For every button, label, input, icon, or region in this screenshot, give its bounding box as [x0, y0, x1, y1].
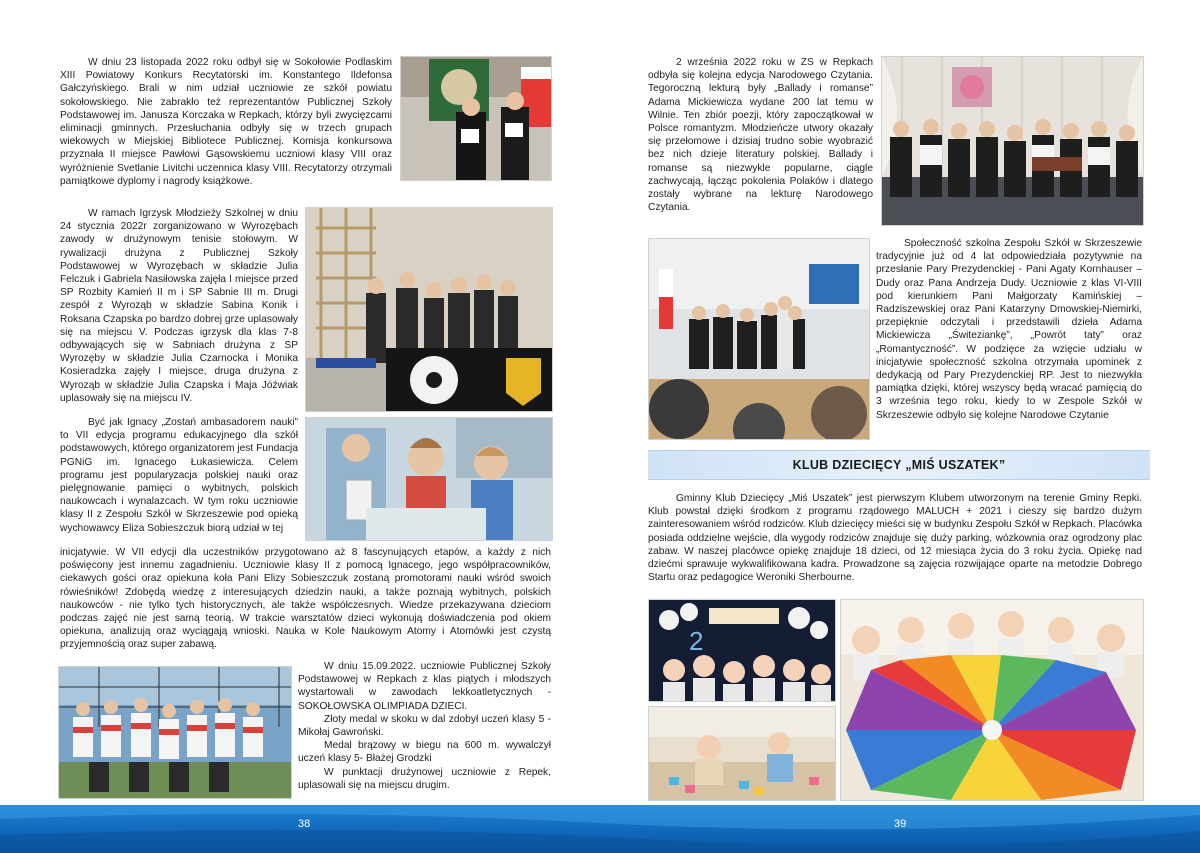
paragraph-olympiad: W dniu 15.09.2022. uczniowie Publicznej Szkoły Podstawowej w Repkach z klas piątych i młodszych wystartowali w zawodach lekkoatletycznych -SOKOŁOWSKA OLIMPIADA DZIECI.: [298, 661, 551, 712]
page-number-right: 39: [894, 818, 907, 830]
page-number-left: 38: [298, 818, 311, 830]
right-page: [600, 0, 1200, 805]
photo-science-club: [305, 417, 553, 541]
paragraph-ignacy-program: Być jak Ignacy „Zostań ambasadorem nauki” to VII edycja programu edukacyjnego dla szkół podstawowych, którego organizatorem jest Fundacja PGNiG im. Ignacego Łukasiewicza. Celem programu jest popularyzacja polskiej nauki oraz pielęgnowanie pamięci o wybitnych, polskich naukowcach i wynalazcach. W tym roku uczniowie klasy II z Zespołu Szkół w Skrzeszewie pod opieką wychowawcy Eliza Sobieszczuk biorą udział w tej: [60, 417, 298, 534]
page-footer: [0, 805, 1200, 853]
paragraph-national-reading: 2 września 2022 roku w ZS w Repkach odbyła się kolejna edycja Narodowego Czytania. Tegoroczną lekturą były „Ballady i romanse” Adama Mickiewicza wydane 200 lat temu w Wilnie. Ten zbiór poezji, który zapoczątkował w Polsce romantyzm. Młodzieńcze utwory okazały się przełomowe i dzisiaj trudno sobie wyobrazić bez nich dzieje literatury polskiej. Ballady i romanse są niezwykle popularne, ciągle zachwycają, łącząc pokolenia Polaków i dlatego zostały wybrane na lekturę Narodowego Czytania.: [648, 57, 873, 214]
photo-reading-event: [648, 238, 870, 440]
paragraph-table-tennis: W ramach Igrzysk Młodzieży Szkolnej w dniu 24 stycznia 2022r zorganizowano w Wyrozębach zawody w drużynowym tenisie stołowym. W rywalizacji drużyna z Publicznej Szkoły Podstawowej w Wyrozębach w składzie Julia Felczuk i Gabriela Nasiłowska zajęła I miejsce przed SP Rozbity Kamień II m i SP Sabnie III m. Drugi zespół z Wyroząb w składzie Sabina Konik i Roksana Czapska po bardzo dobrej grze uplasowały się na miejscu V. Podczas igrzysk dla klas 7-8 odbywających się w Sabniach drużyna z SP Wyrozęby w składzie Julia Czarnocka i Monika Kosieradzka zajęły I miejsce, druga drużyna z Wyroząb w składzie Julia Czapska i Maja Jóźwiak uplasowały się na miejscu IV.: [60, 208, 298, 404]
paragraph-ignacy-continued: inicjatywie. W VII edycji dla uczestników przygotowano aż 8 fascynujących etapów, a każdy z nich poświęcony jest innemu zagadnieniu. Uczniowie klasy II z pomocą Ignacego, jego współpracowników, ciekawych gości oraz opiekuna koła Pani Elizy Sobieszczuk zostaną promotorami nauki wśród swoich rówieśników! Zdobędą wiedzę z interesujących dziedzin nauki, a także poznają wybitnych, polskich naukowców - nie tylko tych historycznych, ale także współczesnych. Wiedze przekazywana dzieciom podczas zajęć nie jest samą teorią. W trakcie warsztatów dzieci wykonują doświadczenia pod okiem opiekuna, analizują oraz wyciągają wnioski. Nauka w Kole Naukowym Atomy i Atomówki jest czystą przyjemnością oraz super zabawą.: [60, 547, 551, 651]
section-heading-banner: [648, 450, 1150, 480]
result-team: W punktacji drużynowej uczniowie z Repek, uplasowali się na miejscu drugim.: [298, 766, 551, 791]
photo-children-olympiad: [58, 666, 292, 799]
section-heading: KLUB DZIECIĘCY „MIŚ USZATEK”: [792, 458, 1006, 472]
left-page: [0, 0, 600, 805]
olympiad-section: [298, 660, 551, 792]
paragraph-recitation-contest: W dniu 23 listopada 2022 roku odbył się w Sokołowie Podlaskim XIII Powiatowy Konkurs Recytatorski im. Konstantego Ildefonsa Gałczyńskiego. Brali w nim udział uczniowie ze szkół powiatu sokołowskiego. Nie zabrakło też reprezentantów Publicznej Szkoły Podstawowej im. Janusza Korczaka w Repkach, którzy byli zwycięzcami eliminacji gminnych. Przesłuchania odbyły się w trzech grupach wiekowych w Miejskiej Bibliotece Publicznej. Komisja konkursowa przyznała II miejsce Pawłowi Gąsowskiemu uczniowi klasy VIII oraz wyróżnienie Svetlanie Livitchi uczennica klasy VIII. Recytatorzy otrzymali pamiątkowe dyplomy i nagrody książkowe.: [60, 57, 392, 187]
result-gold-medal: Złoty medal w skoku w dal zdobył uczeń klasy 5 - Mikołaj Gawroński.: [298, 713, 551, 739]
result-bronze-medal: Medal brązowy w biegu na 600 m. wywalczył uczeń klasy 5- Błażej Grodzki: [298, 740, 551, 765]
paragraph-kids-club: Gminny Klub Dziecięcy „Miś Uszatek” jest pierwszym Klubem utworzonym na terenie Gminy Repki. Klub powstał dzięki środkom z programu rządowego MALUCH + 2021 i cieszy się bardzo dużym zainteresowaniem wśród rodziców. Klub dziecięcy mieści się w budynku Zespołu Szkół w Repkach. Placówka posiada oddzielne wejście, dla wygody rodziców znajduje się duży parking, wózkownia oraz ogrodzony plac zabaw. W naszej placówce opiekę znajduje 18 dzieci, od 12 miesiąca życia do 3 roku życia. Opiekę nad dziećmi sprawuje wykwalifikowana kadra. Prowadzone są zajęcia rozwijające oparte na metodzie Dobrego Startu oraz pedagogice Weroniki Sherbourne.: [648, 493, 1142, 584]
footer-wave-decoration: [0, 805, 1200, 853]
photo-kids-club-play: [648, 706, 836, 801]
photo-national-reading: [881, 56, 1144, 226]
photo-kids-club-parachute: [840, 599, 1144, 801]
photo-recitation-contest: [400, 56, 552, 181]
paragraph-school-community: Społeczność szkolna Zespołu Szkół w Skrzeszewie tradycyjnie już od 4 lat odpowiedziała pozytywnie na przesłanie Pary Prezydenckiej - Pani Agaty Kornhauser – Dudy oraz Pana Andrzeja Dudy. Uczniowie z klas VI-VIII pod kierunkiem Pani Małgorzaty Kamińskiej – Radziszewskiej oraz Pani Katarzyny Dmowskiej-Niemirki, przepięknie odczytali i przedstawili dzieła Adama Mickiewicza „Świteziankę”, „Powrót taty” oraz „Romantyczność”. W podzięce za wzięcie udziału w inicjatywie społeczność szkolna otrzymała upominek z dedykacją od Pary Prezydenckiej RP. Jest to niezwykła pamiątka dzięki, której wszyscy będą wracać pamięcią do 3 września tego roku, kiedy to w Zespole Szkół w Skrzeszewie odbyło się kolejne Narodowe Czytanie: [876, 238, 1142, 421]
photo-table-tennis: [305, 207, 553, 412]
photo-kids-club-party: [648, 599, 836, 702]
svg-text:2: 2: [689, 626, 704, 656]
